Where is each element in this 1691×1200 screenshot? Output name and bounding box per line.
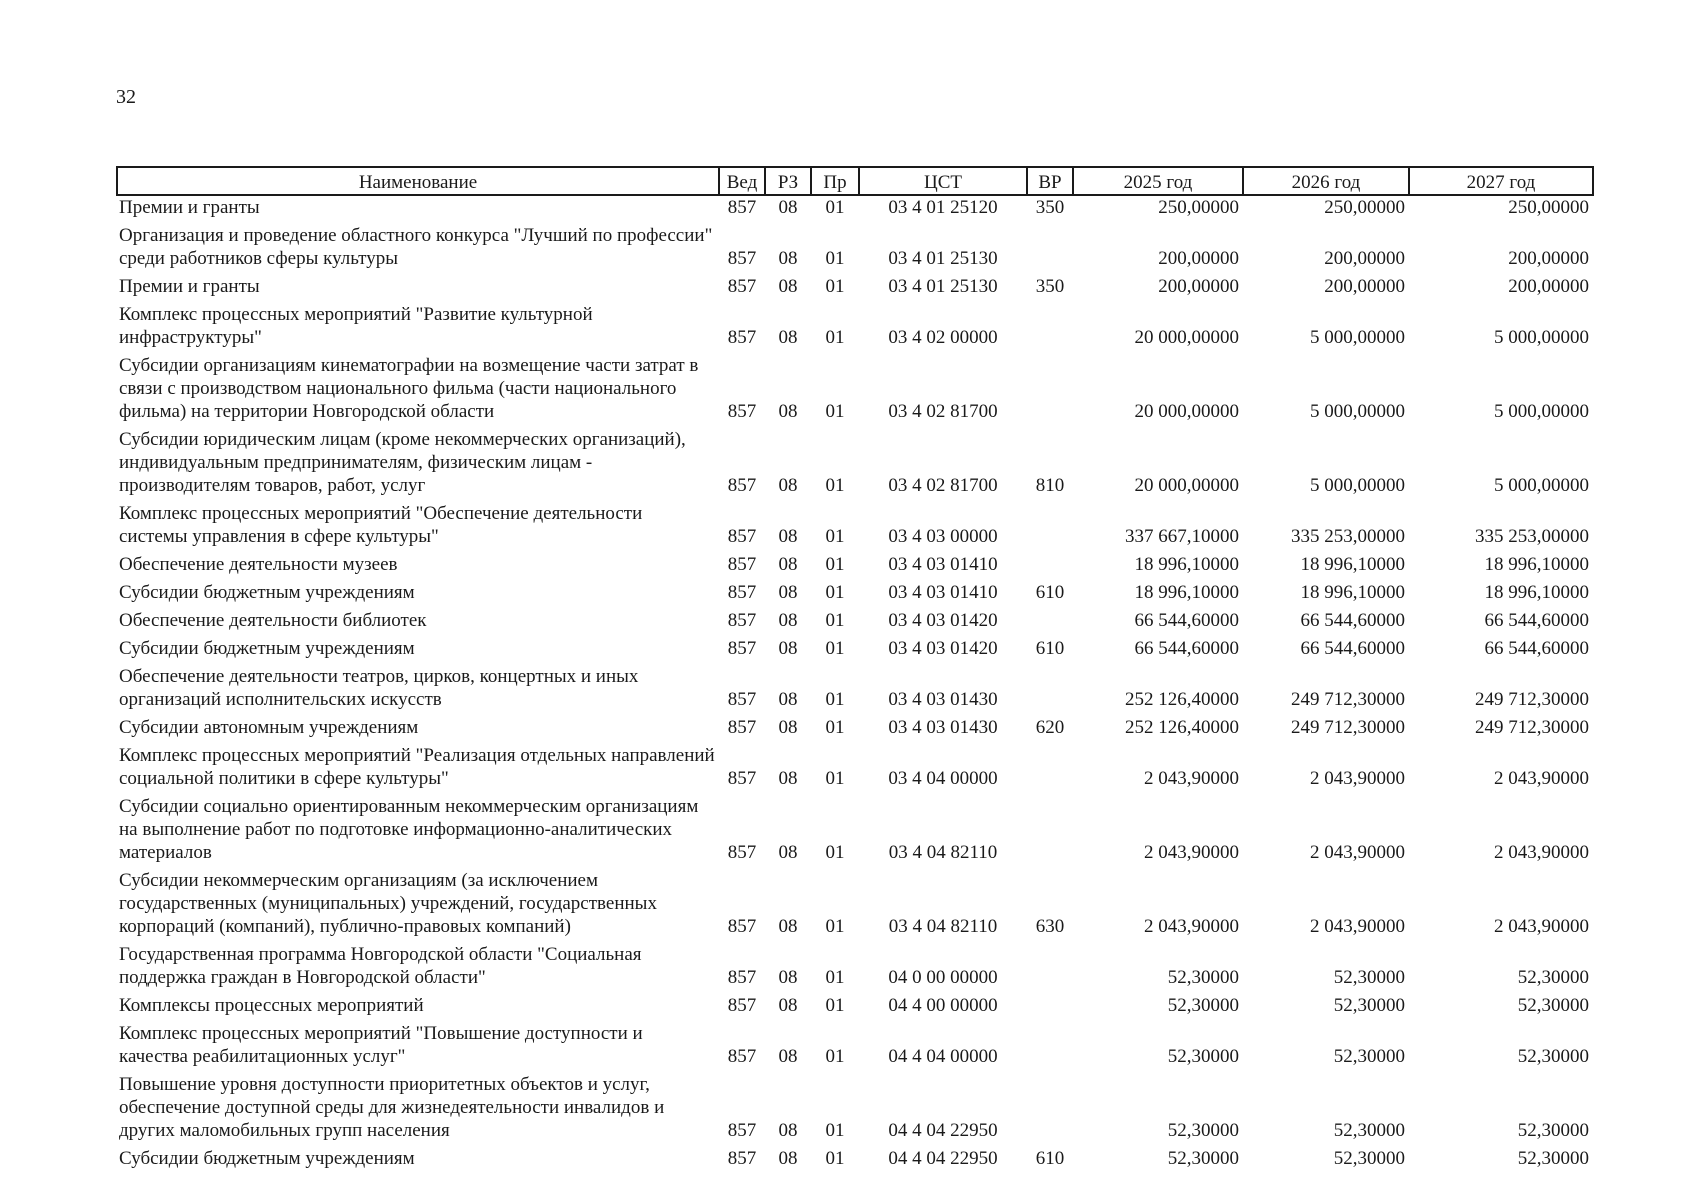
cell-2025: 20 000,00000 (1134, 327, 1239, 348)
cell-2025: 250,00000 (1158, 197, 1239, 218)
cell-ved: 857 (727, 995, 757, 1016)
cell-pr: 01 (825, 401, 845, 422)
cell-ved: 857 (727, 689, 757, 710)
cell-ved: 857 (727, 1046, 757, 1067)
cell-name: Субсидии бюджетным учреждениям (119, 1148, 415, 1169)
table-header (117, 167, 1593, 195)
cell-2027: 2 043,90000 (1494, 916, 1589, 937)
cell-2025: 20 000,00000 (1134, 401, 1239, 422)
cell-cst: 03 4 03 01420 (888, 638, 998, 659)
cell-vr: 610 (1035, 582, 1065, 603)
cell-ved: 857 (727, 475, 757, 496)
cell-2026: 18 996,10000 (1300, 582, 1405, 603)
table-row (117, 576, 1593, 604)
cell-rz: 08 (778, 768, 798, 789)
cell-2025: 337 667,10000 (1125, 526, 1239, 547)
table-row (117, 790, 1593, 864)
cell-name: Обеспечение деятельности театров, цирков, концертных и иных организаций исполнительских искусств (119, 666, 639, 710)
cell-vr: 630 (1035, 916, 1065, 937)
cell-rz: 08 (778, 1046, 798, 1067)
cell-cst: 04 4 04 22950 (888, 1120, 998, 1141)
cell-pr: 01 (825, 475, 845, 496)
cell-vr (1027, 604, 1073, 632)
cell-pr: 01 (825, 1120, 845, 1141)
cell-ved: 857 (727, 526, 757, 547)
cell-ved: 857 (727, 916, 757, 937)
cell-vr (1027, 298, 1073, 349)
cell-rz: 08 (778, 401, 798, 422)
table-row (117, 1068, 1593, 1142)
cell-2025: 52,30000 (1167, 1120, 1239, 1141)
cell-ved: 857 (727, 582, 757, 603)
cell-2025: 200,00000 (1158, 248, 1239, 269)
cell-cst: 03 4 03 00000 (888, 526, 998, 547)
cell-pr: 01 (825, 1046, 845, 1067)
cell-2026: 249 712,30000 (1291, 689, 1405, 710)
budget-table-container (116, 166, 1592, 1170)
header-vr: ВР (1027, 167, 1073, 195)
cell-ved: 857 (727, 717, 757, 738)
cell-2026: 18 996,10000 (1300, 554, 1405, 575)
page-number: 32 (116, 86, 136, 108)
cell-rz: 08 (778, 475, 798, 496)
cell-vr (1027, 219, 1073, 270)
cell-cst: 03 4 03 01430 (888, 717, 998, 738)
cell-rz: 08 (778, 276, 798, 297)
cell-ved: 857 (727, 554, 757, 575)
cell-2025: 52,30000 (1167, 1046, 1239, 1067)
cell-2027: 18 996,10000 (1484, 554, 1589, 575)
table-row (117, 349, 1593, 423)
cell-pr: 01 (825, 638, 845, 659)
cell-name: Субсидии некоммерческим организациям (за исключением государственных (муниципальных) учреждений, государственных корпораций (компаний), публично-правовых компаний) (119, 870, 657, 937)
cell-rz: 08 (778, 967, 798, 988)
table-row (117, 270, 1593, 298)
cell-cst: 03 4 04 82110 (888, 916, 998, 937)
cell-cst: 03 4 04 82110 (888, 842, 998, 863)
cell-2026: 335 253,00000 (1291, 526, 1405, 547)
cell-2027: 52,30000 (1517, 1148, 1589, 1169)
cell-ved: 857 (727, 967, 757, 988)
table-row (117, 711, 1593, 739)
cell-pr: 01 (825, 327, 845, 348)
cell-rz: 08 (778, 610, 798, 631)
cell-pr: 01 (825, 717, 845, 738)
cell-vr (1027, 739, 1073, 790)
cell-name: Премии и гранты (119, 276, 260, 297)
cell-2025: 66 544,60000 (1134, 610, 1239, 631)
cell-vr (1027, 1068, 1073, 1142)
table-row (117, 423, 1593, 497)
cell-pr: 01 (825, 248, 845, 269)
cell-rz: 08 (778, 554, 798, 575)
cell-2025: 252 126,40000 (1125, 717, 1239, 738)
cell-2025: 2 043,90000 (1144, 916, 1239, 937)
cell-pr: 01 (825, 554, 845, 575)
cell-2025: 200,00000 (1158, 276, 1239, 297)
cell-2026: 2 043,90000 (1310, 842, 1405, 863)
cell-ved: 857 (727, 1148, 757, 1169)
cell-2025: 2 043,90000 (1144, 842, 1239, 863)
cell-vr (1027, 1017, 1073, 1068)
header-2025: 2025 год (1073, 167, 1243, 195)
cell-pr: 01 (825, 842, 845, 863)
cell-2025: 52,30000 (1167, 995, 1239, 1016)
cell-vr: 620 (1035, 717, 1065, 738)
cell-pr: 01 (825, 916, 845, 937)
cell-ved: 857 (727, 610, 757, 631)
cell-vr (1027, 548, 1073, 576)
cell-rz: 08 (778, 916, 798, 937)
table-row (117, 660, 1593, 711)
cell-2026: 2 043,90000 (1310, 768, 1405, 789)
cell-2025: 20 000,00000 (1134, 475, 1239, 496)
header-pr: Пр (811, 167, 859, 195)
cell-name: Государственная программа Новгородской области "Социальная поддержка граждан в Новгородской области" (119, 944, 642, 988)
cell-2027: 2 043,90000 (1494, 768, 1589, 789)
cell-2027: 250,00000 (1508, 197, 1589, 218)
cell-cst: 03 4 03 01430 (888, 689, 998, 710)
cell-cst: 03 4 03 01410 (888, 554, 998, 575)
cell-2025: 2 043,90000 (1144, 768, 1239, 789)
cell-2027: 52,30000 (1517, 967, 1589, 988)
cell-ved: 857 (727, 842, 757, 863)
table-row (117, 298, 1593, 349)
cell-vr (1027, 989, 1073, 1017)
cell-2027: 249 712,30000 (1475, 689, 1589, 710)
cell-ved: 857 (727, 401, 757, 422)
cell-name: Комплекс процессных мероприятий "Реализация отдельных направлений социальной политики в сфере культуры" (119, 745, 715, 789)
cell-pr: 01 (825, 526, 845, 547)
cell-name: Обеспечение деятельности музеев (119, 554, 398, 575)
cell-2026: 52,30000 (1333, 1148, 1405, 1169)
table-row (117, 497, 1593, 548)
table-body (117, 195, 1593, 1170)
cell-2027: 200,00000 (1508, 276, 1589, 297)
cell-2027: 5 000,00000 (1494, 475, 1589, 496)
cell-2026: 200,00000 (1324, 248, 1405, 269)
cell-rz: 08 (778, 717, 798, 738)
cell-rz: 08 (778, 248, 798, 269)
cell-cst: 03 4 01 25130 (888, 248, 998, 269)
cell-cst: 04 0 00 00000 (888, 967, 998, 988)
cell-ved: 857 (727, 197, 757, 218)
cell-name: Субсидии бюджетным учреждениям (119, 638, 415, 659)
cell-2027: 66 544,60000 (1484, 610, 1589, 631)
cell-2026: 5 000,00000 (1310, 401, 1405, 422)
cell-cst: 03 4 02 00000 (888, 327, 998, 348)
table-row (117, 548, 1593, 576)
cell-2026: 52,30000 (1333, 995, 1405, 1016)
cell-cst: 03 4 02 81700 (888, 401, 998, 422)
cell-2027: 5 000,00000 (1494, 401, 1589, 422)
cell-cst: 03 4 01 25120 (888, 197, 998, 218)
cell-2026: 52,30000 (1333, 1046, 1405, 1067)
cell-pr: 01 (825, 582, 845, 603)
header-2026: 2026 год (1243, 167, 1409, 195)
cell-name: Субсидии бюджетным учреждениям (119, 582, 415, 603)
cell-2025: 18 996,10000 (1134, 554, 1239, 575)
cell-2026: 52,30000 (1333, 1120, 1405, 1141)
table-row (117, 1017, 1593, 1068)
cell-pr: 01 (825, 995, 845, 1016)
cell-ved: 857 (727, 1120, 757, 1141)
header-ved: Вед (719, 167, 765, 195)
budget-table (116, 166, 1594, 1170)
cell-ved: 857 (727, 276, 757, 297)
cell-rz: 08 (778, 638, 798, 659)
cell-2027: 52,30000 (1517, 995, 1589, 1016)
table-row (117, 632, 1593, 660)
cell-2027: 52,30000 (1517, 1046, 1589, 1067)
cell-rz: 08 (778, 1120, 798, 1141)
cell-ved: 857 (727, 327, 757, 348)
cell-2026: 2 043,90000 (1310, 916, 1405, 937)
cell-ved: 857 (727, 248, 757, 269)
table-row (117, 604, 1593, 632)
table-row (117, 864, 1593, 938)
cell-cst: 04 4 04 22950 (888, 1148, 998, 1169)
cell-pr: 01 (825, 689, 845, 710)
cell-name: Субсидии автономным учреждениям (119, 717, 419, 738)
cell-vr: 810 (1035, 475, 1065, 496)
cell-2026: 200,00000 (1324, 276, 1405, 297)
cell-cst: 04 4 04 00000 (888, 1046, 998, 1067)
table-row (117, 195, 1593, 219)
cell-name: Повышение уровня доступности приоритетных объектов и услуг, обеспечение доступной среды для жизнедеятельности инвалидов и других маломобильных групп населения (119, 1074, 665, 1141)
cell-2027: 52,30000 (1517, 1120, 1589, 1141)
cell-cst: 03 4 03 01420 (888, 610, 998, 631)
cell-2026: 5 000,00000 (1310, 475, 1405, 496)
cell-name: Субсидии юридическим лицам (кроме некоммерческих организаций), индивидуальным предпринимателям, физическим лицам - производителям товаров, работ, услуг (119, 429, 686, 496)
header-2027: 2027 год (1409, 167, 1593, 195)
cell-pr: 01 (825, 197, 845, 218)
cell-cst: 03 4 02 81700 (888, 475, 998, 496)
cell-rz: 08 (778, 197, 798, 218)
cell-vr: 350 (1035, 276, 1065, 297)
cell-ved: 857 (727, 768, 757, 789)
cell-pr: 01 (825, 610, 845, 631)
cell-rz: 08 (778, 526, 798, 547)
cell-2026: 52,30000 (1333, 967, 1405, 988)
cell-pr: 01 (825, 276, 845, 297)
cell-2026: 250,00000 (1324, 197, 1405, 218)
cell-vr (1027, 660, 1073, 711)
cell-2027: 335 253,00000 (1475, 526, 1589, 547)
cell-name: Субсидии социально ориентированным некоммерческим организациям на выполнение работ по подготовке информационно-аналитических материалов (119, 796, 699, 863)
cell-2026: 66 544,60000 (1300, 610, 1405, 631)
cell-name: Субсидии организациям кинематографии на возмещение части затрат в связи с производством национального фильма (части национального фильма) на территории Новгородской области (119, 355, 699, 422)
cell-name: Комплекс процессных мероприятий "Повышение доступности и качества реабилитационных услуг" (119, 1023, 643, 1067)
cell-rz: 08 (778, 995, 798, 1016)
cell-2026: 249 712,30000 (1291, 717, 1405, 738)
cell-2025: 18 996,10000 (1134, 582, 1239, 603)
cell-2027: 200,00000 (1508, 248, 1589, 269)
cell-cst: 04 4 00 00000 (888, 995, 998, 1016)
cell-name: Организация и проведение областного конкурса "Лучший по профессии" среди работников сферы культуры (119, 225, 713, 269)
cell-cst: 03 4 03 01410 (888, 582, 998, 603)
cell-2025: 52,30000 (1167, 1148, 1239, 1169)
cell-vr: 610 (1035, 638, 1065, 659)
table-row (117, 938, 1593, 989)
cell-2025: 52,30000 (1167, 967, 1239, 988)
cell-pr: 01 (825, 967, 845, 988)
header-row (117, 167, 1593, 195)
cell-vr: 350 (1035, 197, 1065, 218)
table-row (117, 1142, 1593, 1170)
cell-rz: 08 (778, 842, 798, 863)
cell-name: Комплекс процессных мероприятий "Развитие культурной инфраструктуры" (119, 304, 593, 348)
cell-cst: 03 4 01 25130 (888, 276, 998, 297)
cell-pr: 01 (825, 768, 845, 789)
cell-2025: 66 544,60000 (1134, 638, 1239, 659)
cell-vr (1027, 938, 1073, 989)
cell-vr (1027, 349, 1073, 423)
cell-name: Обеспечение деятельности библиотек (119, 610, 427, 631)
header-rz: РЗ (765, 167, 811, 195)
table-row (117, 739, 1593, 790)
cell-2027: 5 000,00000 (1494, 327, 1589, 348)
cell-vr: 610 (1035, 1148, 1065, 1169)
header-cst: ЦСТ (859, 167, 1027, 195)
cell-rz: 08 (778, 689, 798, 710)
cell-vr (1027, 497, 1073, 548)
cell-rz: 08 (778, 327, 798, 348)
cell-ved: 857 (727, 638, 757, 659)
header-name: Наименование (117, 167, 719, 195)
cell-2027: 18 996,10000 (1484, 582, 1589, 603)
cell-vr (1027, 790, 1073, 864)
cell-name: Комплекс процессных мероприятий "Обеспечение деятельности системы управления в сфере культуры" (119, 503, 643, 547)
table-row (117, 989, 1593, 1017)
cell-2025: 252 126,40000 (1125, 689, 1239, 710)
cell-cst: 03 4 04 00000 (888, 768, 998, 789)
cell-name: Комплексы процессных мероприятий (119, 995, 424, 1016)
cell-2026: 66 544,60000 (1300, 638, 1405, 659)
cell-2027: 2 043,90000 (1494, 842, 1589, 863)
table-row (117, 219, 1593, 270)
cell-rz: 08 (778, 582, 798, 603)
cell-pr: 01 (825, 1148, 845, 1169)
cell-name: Премии и гранты (119, 197, 260, 218)
cell-rz: 08 (778, 1148, 798, 1169)
cell-2027: 249 712,30000 (1475, 717, 1589, 738)
cell-2026: 5 000,00000 (1310, 327, 1405, 348)
cell-2027: 66 544,60000 (1484, 638, 1589, 659)
